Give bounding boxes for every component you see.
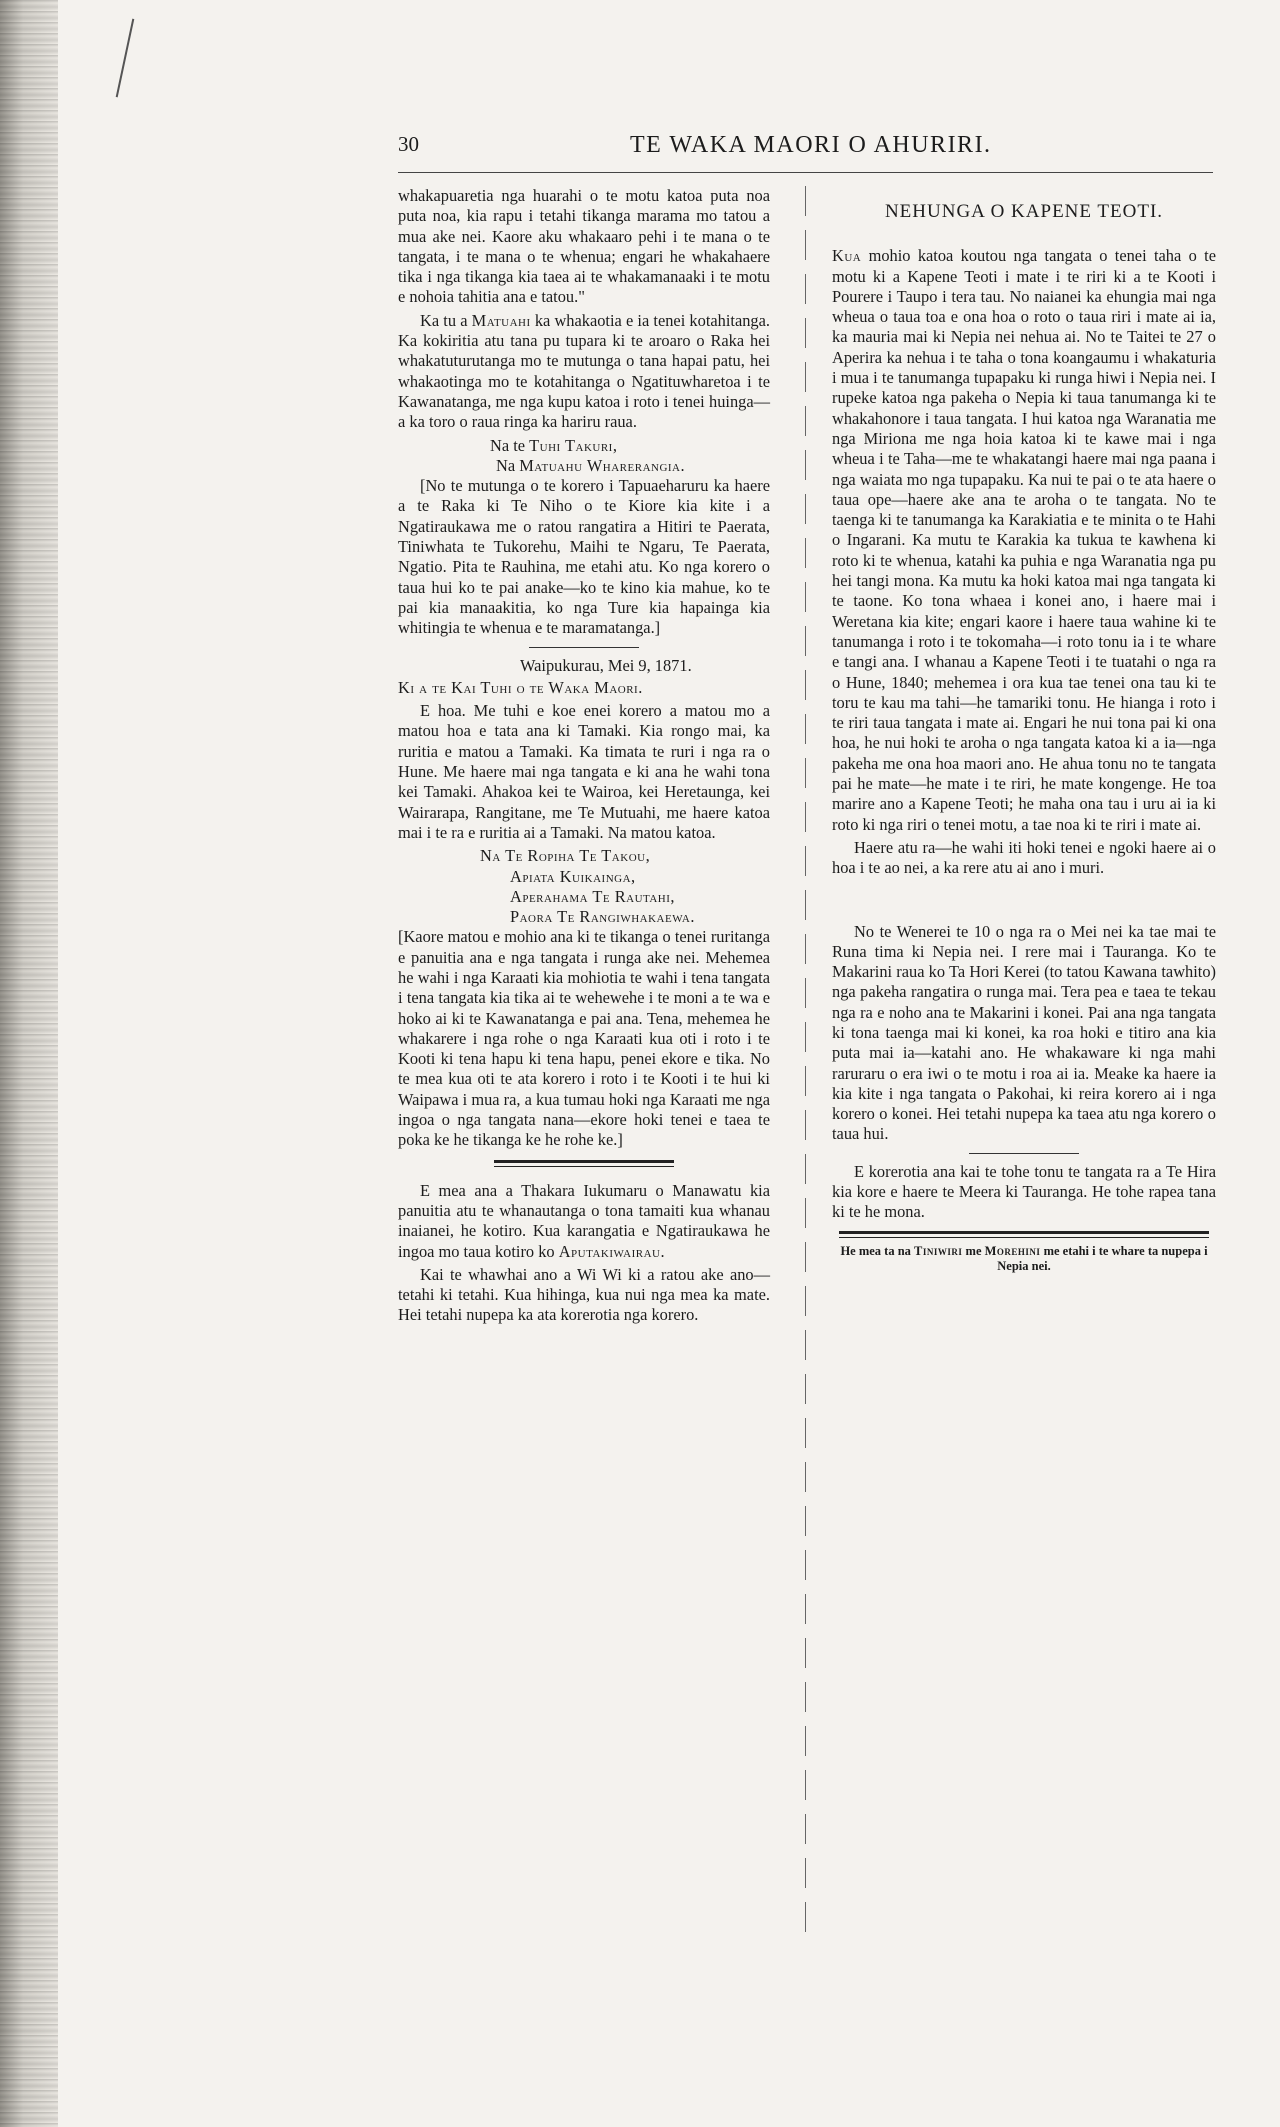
paragraph: E korerotia ana kai te tohe tonu te tangata ra a Te Hira kia kore e haere te Meera ki Tauranga. He tohe rapea tana ki te he mona. xyxy=(832,1161,1216,1222)
page-number: 30 xyxy=(398,132,419,156)
name-smallcaps: Morehini xyxy=(984,1243,1041,1258)
signature: Aperahama Te Rautahi, xyxy=(510,886,676,906)
running-title: TE WAKA MAORI O AHURIRI. xyxy=(630,132,992,158)
column-divider xyxy=(805,186,806,1946)
paragraph xyxy=(398,311,770,433)
paragraph: [Kaore matou e mohio ana ki te tikanga o tenei ruritanga e panuitia ana e nga tangata i runga ake nei. Mehemea he wahi i nga Karaati kia mohiotia te wahi i tena tangata i tena tangata kia tika ai te wehewehe i te moni a te wa e hoko ai ki te Kawanatanga e pai ana. Tena, mehemea he whakarere i nga rohe o nga Karaati kua oti i roto i te Kooti ki tena hapu ki tena hapu, penei ekore e tika. No te mea kua oti te ata korero i roto i te Kooti i te hui ki Waipawa i mua ra, a kua tumau hoki nga Karaati me nga ingoa o nga tangata nana—ekore hoki tenei e taea te poka ke he tikanga ke he rohe ke.] xyxy=(398,927,770,1150)
paragraph xyxy=(398,1181,770,1262)
name-smallcaps: Tiniwiri xyxy=(914,1243,963,1258)
left-column xyxy=(398,186,770,1329)
header-rule xyxy=(398,172,1213,173)
text-run: Na xyxy=(496,455,520,475)
signature xyxy=(398,436,770,456)
text-run: mohio katoa koutou nga tangata o tenei taha o te motu ki a Kapene Teoti i mate i te riri ki a te Kooti i Pourere i Taupo i tera tau. No naianei ka ehungia mai nga wheua o taua toa e ona hoa o roto o taua riri i mate ai ia, ka mauria mai ki Nepia nei nehua ai. No te Taitei te 27 o Aperira ka nehua i te taha o tona koangaumu i whakaturia i mua i te tanumanga tupapaku ki runga hiwi i Nepia nei. I rupeke katoa nga pakeha o Nepia ki taua tanumanga ki te whakahonore i taua tangata. I hui katoa nga Waranatia me nga Miriona me nga hoia katoa ki te kawe mai i nga wheua i te Taha—me te whakatangi haere mai nga paana i nga waiata mo nga tupapaku. Ka nui te pai o te ata haere o taua ope—haere ake ana te aroha o te tangata. No te taenga ki te tanumanga ka Karakiatia e te minita o te Hahi o Ingarani. Ka mutu te Karakia ka tukua te kawhena ki roto ki te whenua, katahi ka puhia e nga Waranatia nga pu hei tangi mona. Ka mutu ka hoki katoa mai nga tangata ki te taone. Ko tona whaea i konei ano, i haere mai i Weretana kia kite; engari kaore i haere taua wahine ki te tanumanga i roto i te tokomaha—i roto tonu ia i te whare e tangi ana. I whanau a Kapene Teoti i te tuatahi o nga ra o Hune, 1840; mehemea i ora kua tae tenei ona tau ki te toru te kau ma tahi—he tamariki tonu. He hianga i roto i te riri taua tangata i mate ai. Engari he nui tona pai ki ona hoa, he nui hoki te aroha o nga tangata katoa ki a ia—nga pakeha me ona hoa maori ano. He ahua tonu no te tangata pai he mate—he mate i te riri, he mate kongenge. He toa marire ano a Kapene Teoti; he maha ona tau i uru ai ia ki roto ki nga riri o tenei motu, a tae noa ki te riri i mate ai. xyxy=(832,246,1216,834)
paragraph: E hoa. Me tuhi e koe enei korero a matou mo a matou hoa e tata ana ki Tamaki. Kia rongo mai, ka ruritia e matou a Tamaki. Ka timata te ruri i nga ra o Hune. Me haere mai nga tangata e ki ana he wahi tona kei Tamaki. Ahakoa kei te Wairoa, kei Heretaunga, kei Wairarapa, Rangitane, me Te Mutuahi, me haere katoa mai i te ra e ruritia ai a Tamaki. Na matou katoa. xyxy=(398,701,770,842)
text-run: He mea ta na xyxy=(840,1243,915,1258)
paragraph: No te Wenerei te 10 o nga ra o Mei nei ka tae mai te Runa tima ki Nepia nei. I rere mai i Tauranga. Ko te Makarini raua ko Ta Hori Kerei (to tatou Kawana tawhito) nga pakeha rangatira o runga mai. Tera pea e taea te tekau nga ra e noho ana te Makarini i konei. Pai ana nga tangata ki tona taenga mai ki konei, ka roa hoki e titiro ana kia puta mai ia—katahi ano. He whakaware ki nga mahi raruraru o era iwi o te motu i roa ai ia. Meake ka haere ia kia kite i nga tangata o Pakohai, ki reira korero ai i nga korero o konei. Hei tetahi nupepa ka taea atu nga korero o taua hui. xyxy=(832,921,1216,1144)
salutation: Ki a te Kai Tuhi o te Waka Maori. xyxy=(398,677,643,697)
text-run: me etahi i te whare ta nupepa i Nepia nei. xyxy=(997,1243,1208,1273)
article-heading: NEHUNGA O KAPENE TEOTI. xyxy=(884,201,1164,222)
double-rule xyxy=(839,1231,1209,1238)
printer-imprint xyxy=(832,1244,1216,1274)
name-smallcaps: Tuhi Takuri, xyxy=(529,435,618,455)
double-rule xyxy=(494,1160,674,1167)
paragraph: whakapuaretia nga huarahi o te motu katoa puta noa puta noa, kia rapu i tetahi tikanga marama mo tatou a mua ake nei. Kaore aku whakaaro pehi i te mana o te tangata, i te mana o te whenua; engari he whakahaere tika i nga tikanga kia taea ai te whakamanaaki i te motu e nohoia tahitia ana e tatou." xyxy=(398,186,770,307)
text-run: me xyxy=(962,1243,985,1258)
paragraph: [No te mutunga o te korero i Tapuaeharuru ka haere a te Raka ki Te Niho o te Kiore kia kite i a Ngatiraukawa me o ratou rangatira a Hitiri te Paerata, Tiniwhata te Tukorehu, Maihi te Ngaru, Te Paerata, Ngatio. Pita te Rauhina, me etahi atu. Ko nga korero o taua hui ko te pai anake—ko te kino kia mahue, ko te pai kia manaakitia, ko nga Ture kia hapainga kia whitingia te whenua e te maramatanga.] xyxy=(398,476,770,638)
page-header xyxy=(398,132,1188,166)
name-smallcaps: Matuahu Wharerangia. xyxy=(519,455,686,475)
scan-edge xyxy=(0,0,58,2127)
dateline: Waipukurau, Mei 9, 1871. xyxy=(520,655,692,675)
signature: Apiata Kuikainga, xyxy=(510,866,636,886)
section-rule xyxy=(969,1153,1079,1154)
name-smallcaps: Aputakiwairau. xyxy=(558,1241,666,1261)
paragraph: Haere atu ra—he wahi iti hoki tenei e ngoki haere ai o hoa i te ao nei, a ka rere atu ai ano i muri. xyxy=(832,837,1216,878)
text-run: E mea ana a Thakara Iukumaru o Manawatu kia panuitia atu te whanautanga o tona tamaiti kua whanau inaianei, he kotiro. Kua karangatia e Ngatiraukawa he ingoa mo taua kotiro ko xyxy=(398,1180,770,1261)
right-column xyxy=(832,186,1216,1277)
signature: Paora Te Rangiwhakaewa. xyxy=(510,907,695,927)
signature: Na Te Ropiha Te Takou, xyxy=(480,846,651,866)
text-run: Ka tu a xyxy=(420,310,472,330)
lead-word: Kua xyxy=(832,246,862,266)
name-smallcaps: Matuahi xyxy=(471,310,531,330)
paragraph: Kai te whawhai ano a Wi Wi ki a ratou ake ano—tetahi ki tetahi. Kua hihinga, kua nui nga mea ka mate. Hei tetahi nupepa ka ata korerotia nga korero. xyxy=(398,1264,770,1325)
signature xyxy=(398,456,770,476)
spacer xyxy=(832,882,1216,922)
text-run: ka whakaotia e ia tenei kotahitanga. Ka kokiritia atu tana pu tupara ki te aroaro o Raka hei whakatuturutanga mo te mutunga o tana hapai patu, hei whakaotinga mo te kotahitanga o Ngatituwharetoa i te Kawanatanga, me nga kupu katoa i roto i tenei huinga—a ka toro o raua ringa ka hariru raua. xyxy=(398,310,770,432)
paragraph xyxy=(832,246,1216,835)
pen-stroke-mark xyxy=(116,19,135,98)
section-rule xyxy=(529,647,639,648)
text-run: Na te xyxy=(490,435,530,455)
